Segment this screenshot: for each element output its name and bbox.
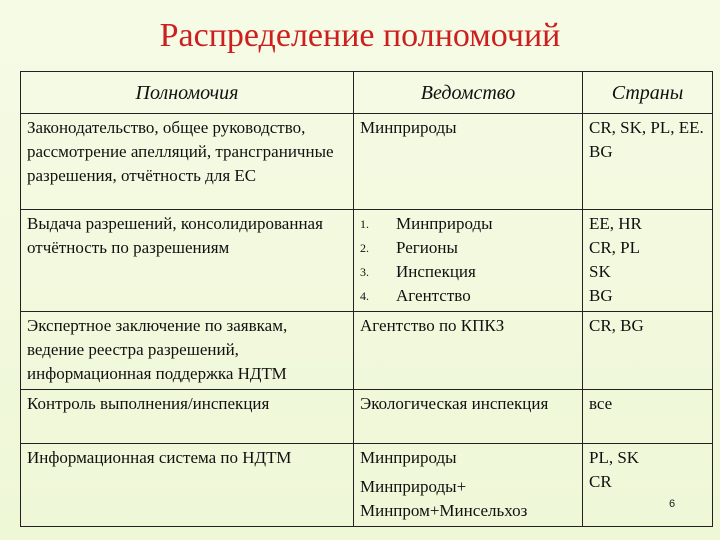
table-row [21, 444, 713, 527]
page-number: 6 [669, 498, 676, 510]
agency-line: Минприроды [360, 448, 457, 467]
countries-line: PL, SK [589, 448, 640, 467]
countries-cell [583, 444, 713, 527]
agency-cell: Агентство по КПКЗ [354, 312, 583, 390]
power-cell: Законодательство, общее руководство, рассмотрение апелляций, трансграничные разрешения, отчётность для ЕС [21, 114, 354, 210]
list-number: 1. [360, 217, 369, 231]
table-row [21, 210, 713, 312]
countries-line: BG [589, 286, 613, 305]
table-row [21, 312, 713, 390]
list-text: Инспекция [396, 262, 476, 281]
table-row [21, 390, 713, 444]
header-countries: Страны [583, 72, 713, 114]
countries-cell [583, 210, 713, 312]
table-header-row [21, 72, 713, 114]
power-cell: Экспертное заключение по заявкам, ведение реестра разрешений, информационная поддержка НДТМ [21, 312, 354, 390]
list-item [360, 212, 576, 236]
list-text: Регионы [396, 238, 458, 257]
list-item [360, 260, 576, 284]
countries-cell: все [583, 390, 713, 444]
header-agency: Ведомство [354, 72, 583, 114]
list-number: 3. [360, 265, 369, 279]
power-cell: Информационная система по НДТМ [21, 444, 354, 527]
agency-cell: Минприроды [354, 114, 583, 210]
countries-cell: CR, BG [583, 312, 713, 390]
countries-line: SK [589, 262, 611, 281]
agency-list [360, 212, 576, 308]
list-number: 4. [360, 289, 369, 303]
agency-cell [354, 444, 583, 527]
agency-cell [354, 210, 583, 312]
countries-line: EE, HR [589, 214, 642, 233]
countries-line: CR, PL [589, 238, 641, 257]
countries-line: CR [589, 472, 612, 491]
power-cell: Контроль выполнения/инспекция [21, 390, 354, 444]
agency-line: Минприроды+ Минпром+Минсельхоз [360, 477, 528, 520]
list-item [360, 236, 576, 260]
power-cell: Выдача разрешений, консолидированная отчётность по разрешениям [21, 210, 354, 312]
countries-cell: CR, SK, PL, EE. BG [583, 114, 713, 210]
slide-title: Распределение полномочий [159, 17, 561, 54]
list-text: Агентство [396, 286, 471, 305]
table-row [21, 114, 713, 210]
powers-table [20, 71, 713, 527]
agency-cell: Экологическая инспекция [354, 390, 583, 444]
header-powers: Полномочия [21, 72, 354, 114]
list-item [360, 284, 576, 308]
list-text: Минприроды [396, 214, 493, 233]
list-number: 2. [360, 241, 369, 255]
